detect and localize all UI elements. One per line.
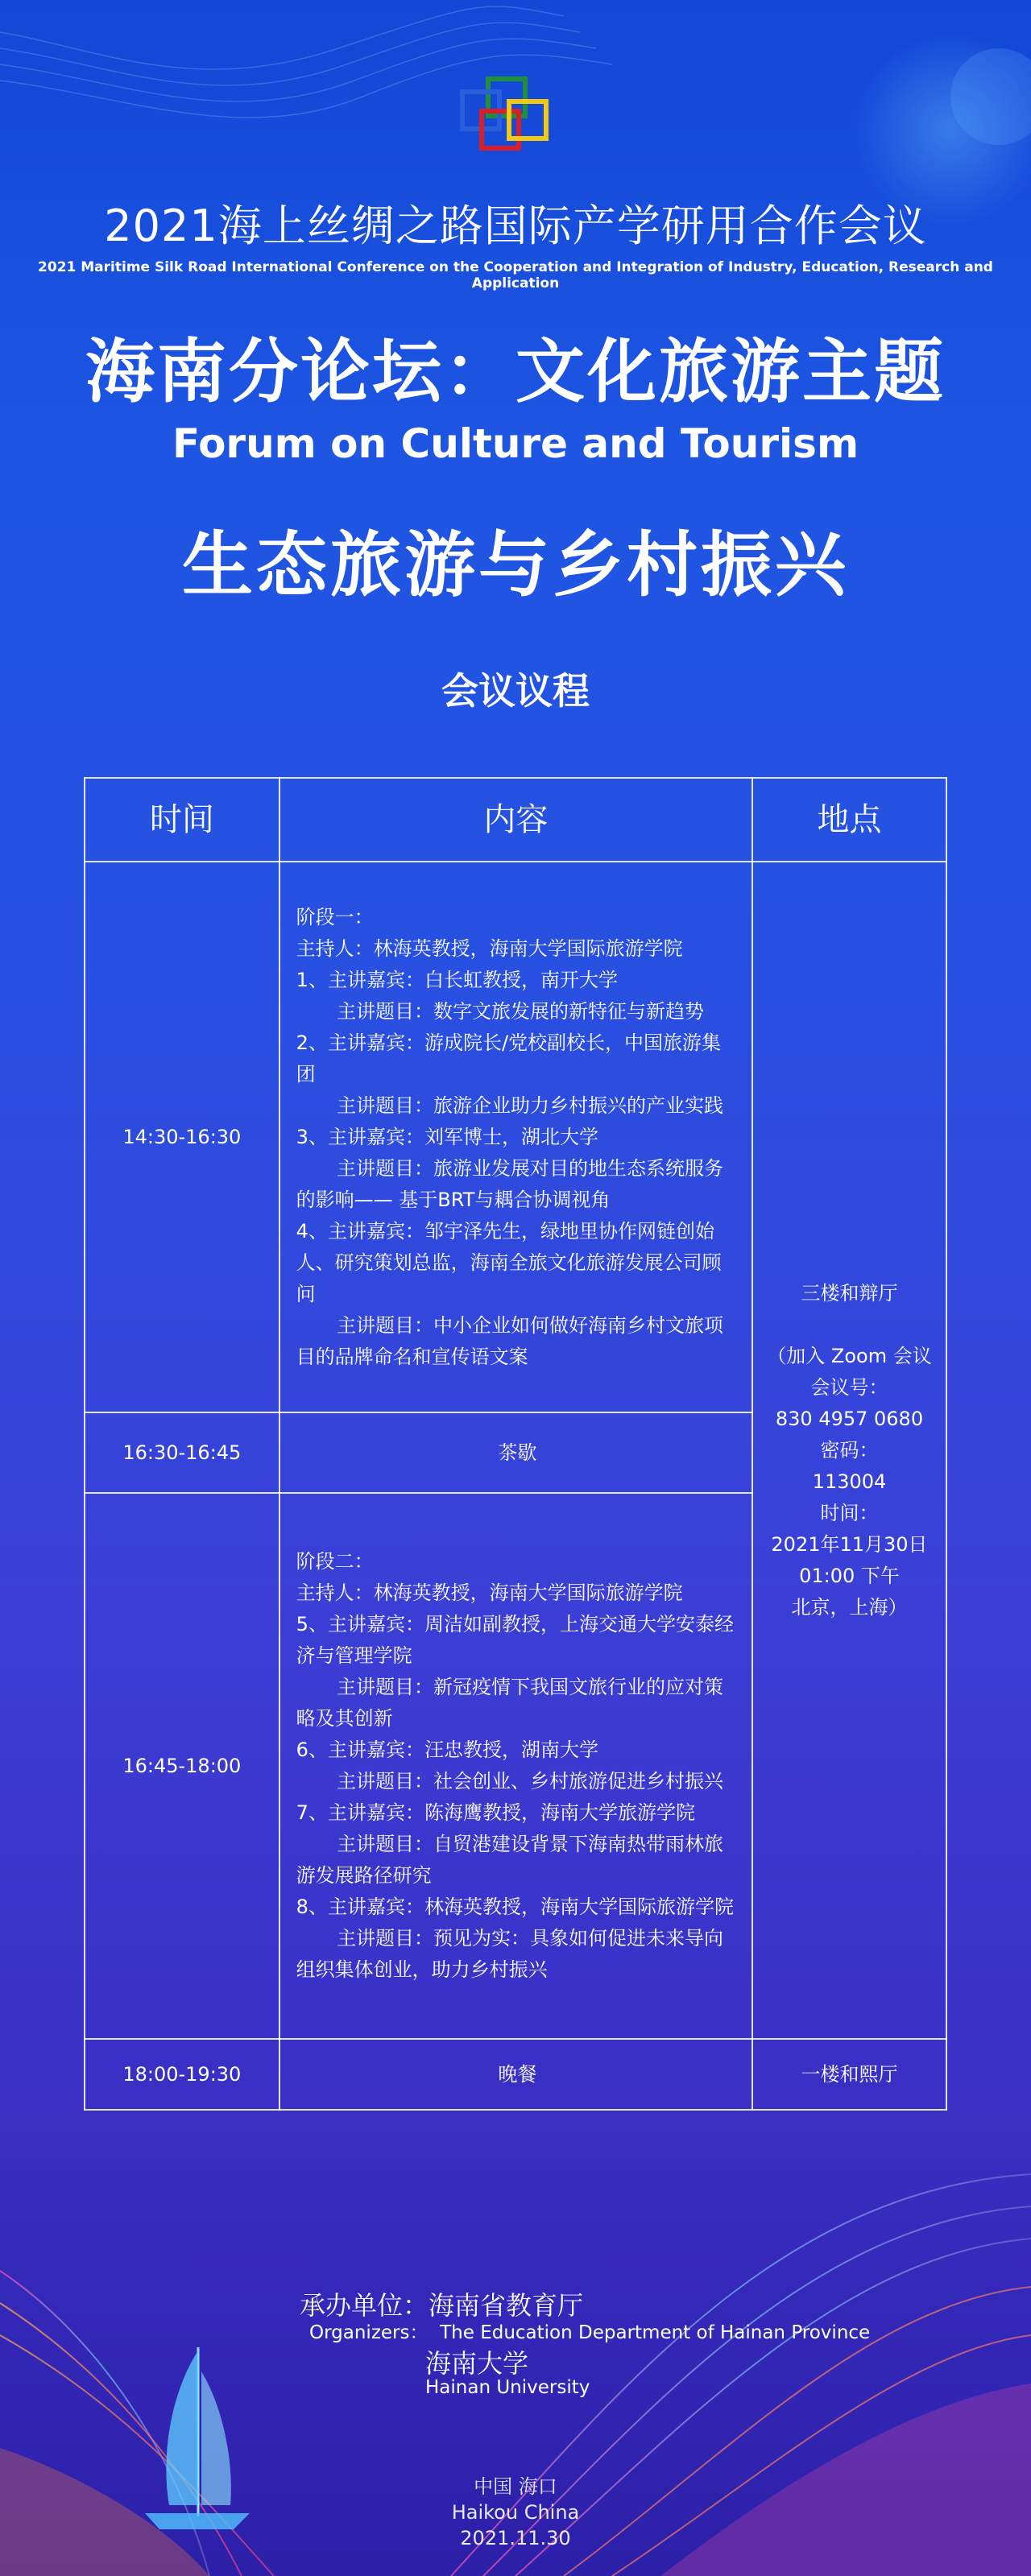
table-row [85,2039,946,2110]
organizer-line-en [309,2318,870,2344]
forum-subtitle: 生态旅游与乡村振兴 [181,523,849,606]
conference-logo-icon [458,74,573,161]
agenda-line: 主讲题目：中小企业如何做好海南乡村文旅项目的品牌命名和宣传语文案 [296,1313,724,1368]
row-content: 茶歇 [279,1412,752,1493]
conference-title-en: 2021 Maritime Silk Road International Conference on the Cooperation and Integration of Industry, Education, Research and Application [38,259,993,292]
row-content [279,862,752,1412]
agenda-table [84,777,947,2111]
row-place: 一楼和熙厅 [752,2039,946,2110]
agenda-title: 会议议程 [441,669,590,713]
agenda-line: 主持人：林海英教授，海南大学国际旅游学院 [296,1582,683,1604]
row-content [279,1493,752,2039]
place-line: 830 4957 0680 [775,1407,924,1430]
agenda-line: 主讲题目：社会创业、乡村旅游促进乡村振兴 [337,1770,724,1792]
agenda-line: 8、主讲嘉宾：林海英教授，海南大学国际旅游学院 [296,1896,734,1918]
organizer-1-cn: 海南省教育厅 [429,2290,584,2321]
place-line [756,1309,942,1341]
forum-title-cn: 海南分论坛：文化旅游主题 [85,332,946,412]
agenda-line: 主讲题目：预见为实：具象如何促进未来导向组织集体创业，助力乡村振兴 [296,1927,724,1981]
place-line: 密码： [820,1438,879,1462]
agenda-line: 5、主讲嘉宾：周洁如副教授，上海交通大学安泰经济与管理学院 [296,1613,734,1667]
agenda-line: 主持人：林海英教授，海南大学国际旅游学院 [296,937,683,960]
footer-city-cn: 中国 海口 [474,2475,557,2498]
agenda-line: 阶段二： [296,1550,374,1573]
place-line: 会议号： [810,1375,888,1399]
organizer-1-en: The Education Department of Hainan Province [440,2322,871,2343]
place-line: 时间： [820,1501,879,1524]
column-header-content: 内容 [279,778,752,862]
place-line: 01:00 下午 [799,1564,900,1587]
organizer-2-en: Hainan University [425,2377,590,2398]
agenda-line: 4、主讲嘉宾：邹宇泽先生，绿地里协作网链创始人、研究策划总监，海南全旅文化旅游发展公司顾问 [296,1219,722,1305]
place-line: 北京，上海） [791,1595,908,1619]
row-time: 14:30-16:30 [85,862,279,1412]
row-time: 18:00-19:30 [85,2039,279,2110]
place-line: 2021年11月30日 [771,1532,928,1556]
agenda-line: 6、主讲嘉宾：汪忠教授，湖南大学 [296,1739,598,1761]
agenda-line: 主讲题目：自贸港建设背景下海南热带雨林旅游发展路径研究 [296,1833,724,1887]
agenda-line: 主讲题目：数字文旅发展的新特征与新趋势 [337,999,705,1023]
conference-title-cn: 2021海上丝绸之路国际产学研用合作会议 [104,201,927,251]
row-time: 16:45-18:00 [85,1493,279,2039]
organizer-2-cn: 海南大学 [425,2348,529,2379]
column-header-place: 地点 [752,778,946,862]
place-main [752,862,946,2039]
table-row [85,862,946,1412]
row-content: 晚餐 [279,2039,752,2110]
place-line: 三楼和辩厅 [801,1281,898,1305]
row-time: 16:30-16:45 [85,1412,279,1493]
table-header-row [85,778,946,862]
footer-date: 2021.11.30 [460,2527,571,2549]
organizer-label-cn: 承办单位： [300,2290,429,2321]
agenda-line: 2、主讲嘉宾：游成院长/党校副校长，中国旅游集团 [296,1031,722,1085]
organizer-label-en: Organizers： [309,2322,429,2343]
place-line: （加入 Zoom 会议 [767,1344,932,1367]
agenda-line: 阶段一： [296,905,374,928]
footer-city-en: Haikou China [451,2501,580,2524]
agenda-line: 主讲题目：新冠疫情下我国文旅行业的应对策略及其创新 [296,1676,724,1730]
agenda-line: 主讲题目：旅游业发展对目的地生态系统服务的影响—— 基于BRT与耦合协调视角 [296,1156,724,1211]
agenda-line: 主讲题目：旅游企业助力乡村振兴的产业实践 [337,1094,724,1117]
footer [0,2474,1031,2551]
agenda-line: 7、主讲嘉宾：陈海鹰教授，海南大学旅游学院 [296,1801,695,1824]
forum-title-en: Forum on Culture and Tourism [172,420,859,467]
column-header-time: 时间 [85,778,279,862]
agenda-line: 1、主讲嘉宾：白长虹教授，南开大学 [296,968,618,991]
place-line: 113004 [812,1470,887,1493]
agenda-line: 3、主讲嘉宾：刘军博士，湖北大学 [296,1125,598,1148]
